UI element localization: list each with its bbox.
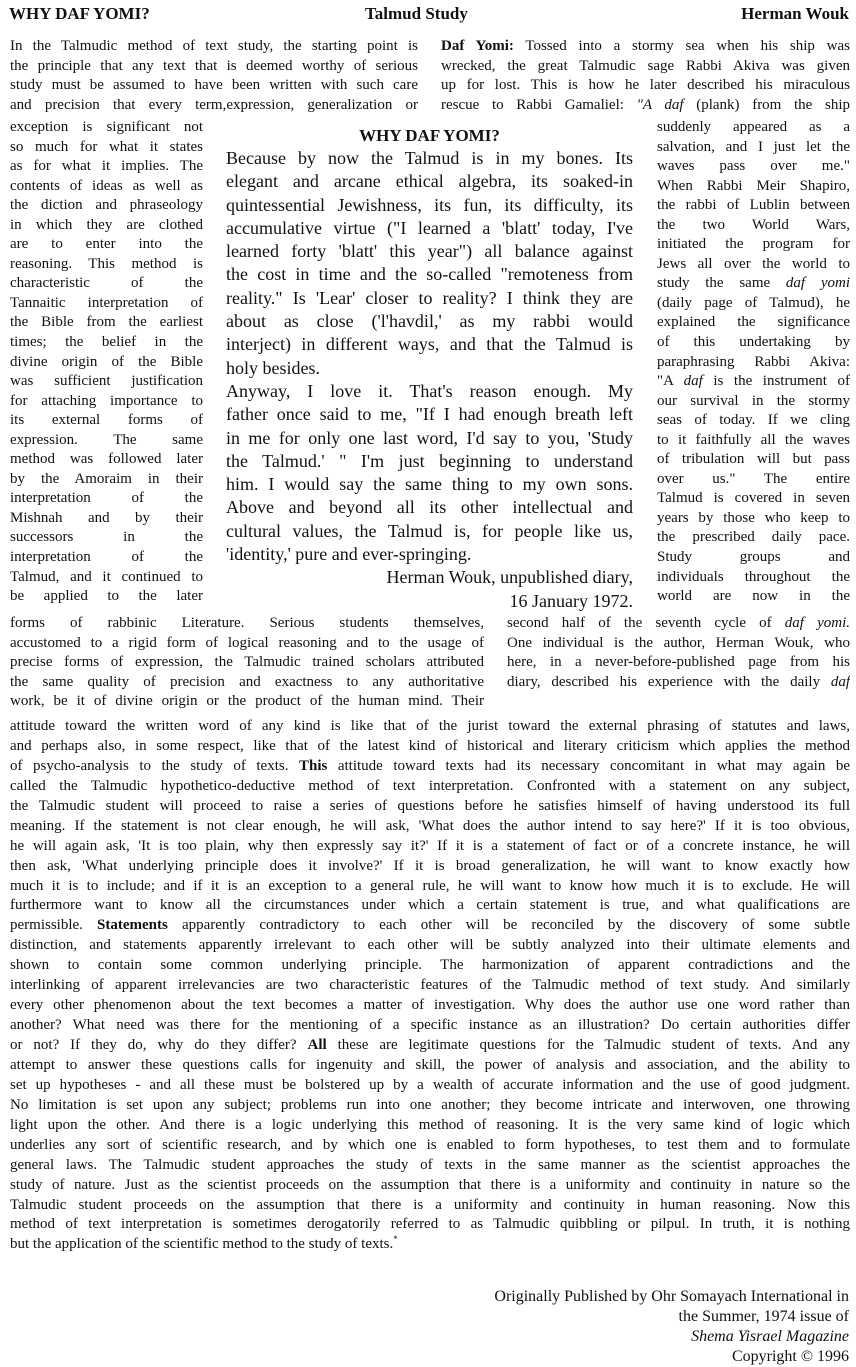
text-line: shown to contain some common underlying principle. The harmonization of apparent contradictions and the bbox=[10, 957, 850, 974]
text-line: Jews all over the world to bbox=[657, 255, 850, 272]
text-line: cultural values, the Talmud is, for people like us, bbox=[226, 520, 633, 541]
text-line: by the Amoraim in their bbox=[10, 470, 203, 487]
main-body-paragraph bbox=[10, 717, 850, 1255]
signature-line: Herman Wouk, unpublished diary, bbox=[386, 567, 633, 588]
diary-excerpt-box bbox=[226, 126, 633, 613]
text-line: Above and beyond all its other intellectual and bbox=[226, 497, 633, 518]
text-line: paraphrasing Rabbi Akiva: bbox=[657, 353, 850, 370]
text-line: (daily page of Talmud), he bbox=[657, 294, 850, 311]
text-line: forms of rabbinic Literature. Serious students themselves, bbox=[10, 615, 484, 631]
text-line: Mishnah and by their bbox=[10, 509, 203, 526]
text-line: study of nature. Just as the scientist proceeds on the assumption that there is a uniformity and continuity in nature so the bbox=[10, 1176, 850, 1193]
left-column-text bbox=[10, 118, 203, 607]
text-line: the Bible from the earliest bbox=[10, 314, 203, 331]
text-line: the principle that any text that is deemed worthy of serious bbox=[10, 57, 418, 74]
text-line: set up hypotheses - and all these must be bolstered up by a wealth of accurate information and the use of good judgment. bbox=[10, 1076, 850, 1093]
text-line: suddenly appeared as a bbox=[657, 119, 850, 135]
text-line: times; the belief in the bbox=[10, 334, 203, 351]
text-line: and precision that every term,expression, generalization or bbox=[10, 96, 418, 113]
text-line: furthermore want to know all the circumstances under which a certain statement is true, and what qualifications are bbox=[10, 897, 850, 914]
right-column-text bbox=[657, 118, 850, 607]
text-line: initiated the program for bbox=[657, 236, 850, 253]
text-line: here, in a never-before-published page from his bbox=[507, 654, 850, 671]
text-line: the two World Wars, bbox=[657, 216, 850, 233]
text-line: up for lost. This is how he later described his miraculous bbox=[441, 77, 850, 94]
text-line: work, be it of divine origin or the product of the human mind. Their bbox=[10, 693, 484, 710]
header-center-title: Talmud Study bbox=[365, 4, 468, 23]
text-line: but the application of the scientific method to the study of texts.* bbox=[10, 1235, 398, 1253]
text-line: about as close ('l'havdil,' as my rabbi would bbox=[226, 311, 633, 332]
text-line: be applied to the later bbox=[10, 588, 203, 605]
text-line: the same quality of precision and exactness to any authoritative bbox=[10, 673, 484, 690]
text-line: Tannaitic interpretation of bbox=[10, 294, 203, 311]
text-line: so much for what it states bbox=[10, 138, 203, 155]
text-line: individuals throughout the bbox=[657, 568, 850, 585]
text-line: interpretation of the bbox=[10, 549, 203, 566]
text-line: contents of ideas as well as bbox=[10, 177, 203, 194]
text-line: over us." The entire bbox=[657, 470, 850, 487]
text-line: was sufficient justification bbox=[10, 373, 203, 390]
text-line: quintessential Jewishness, its fun, its difficulty, its bbox=[226, 194, 633, 215]
copyright: Copyright © 1996 bbox=[731, 1348, 849, 1365]
text-line: accustomed to a rigid form of logical reasoning and to the usage of bbox=[10, 634, 484, 651]
text-line: Study groups and bbox=[657, 549, 850, 566]
publication-footer bbox=[494, 1287, 849, 1367]
text-line: the Talmudic student will proceed to raise a series of questions before he satisfies himself of having understood its full bbox=[10, 797, 850, 814]
text-line: Talmud is covered in seven bbox=[657, 490, 850, 507]
text-line: 'identity,' pure and ever-springing. bbox=[226, 544, 472, 565]
text-line: every other phenomenon about the text becomes a matter of investigation. Why does the author use one word rather than bbox=[10, 997, 850, 1014]
footer-line: Originally Published by Ohr Somayach International in bbox=[494, 1288, 849, 1305]
text-line: our survival in the stormy bbox=[657, 392, 850, 409]
text-line: of psycho-analysis to the study of texts. This attitude toward texts had its necessary concomitant in what may again be bbox=[10, 757, 850, 774]
text-line: Because by now the Talmud is in my bones. Its bbox=[226, 148, 633, 168]
text-line: When Rabbi Meir Shapiro, bbox=[657, 177, 850, 194]
diary-excerpt-body bbox=[226, 147, 633, 566]
text-line: Daf Yomi: Tossed into a stormy sea when his ship was bbox=[441, 38, 850, 54]
text-line: characteristic of the bbox=[10, 275, 203, 292]
text-line: or not? If they do, why do they differ? All these are legitimate questions for the Talmudic student of texts. And any bbox=[10, 1037, 850, 1053]
text-line: and perhaps also, in some respect, like that of the latest kind of historical and literary criticism which applies the method bbox=[10, 737, 850, 754]
text-line: second half of the seventh cycle of daf yomi. bbox=[507, 615, 850, 631]
text-line: another? What need was there for the mentioning of a specific instance as an illustration? Do certain authorities differ bbox=[10, 1017, 850, 1034]
text-line: interlinking of apparent irrelevancies are two characteristic features of the Talmudic method of text study. And similarly bbox=[10, 977, 850, 994]
text-line: Talmudic student proceeds on the assumption that there is a uniformity and continuity in human reasoning. Now this bbox=[10, 1196, 850, 1213]
text-line: study must be assumed to have been written with such care bbox=[10, 77, 418, 94]
text-line: of this undertaking by bbox=[657, 334, 850, 351]
text-line: exception is significant not bbox=[10, 119, 203, 135]
text-line: method was followed later bbox=[10, 451, 203, 468]
text-line: him. I would say the same thing to my own sons. bbox=[226, 474, 633, 495]
text-line: interpretation of the bbox=[10, 490, 203, 507]
diary-signature bbox=[226, 566, 633, 613]
text-line: the prescribed daily pace. bbox=[657, 529, 850, 546]
daf-yomi-label: Daf Yomi: bbox=[441, 38, 514, 54]
text-line: permissible. Statements apparently contradictory to each other will be reconciled by the discovery of some subtle bbox=[10, 917, 850, 934]
text-line: No limitation is set upon any subject; problems run into one another; they become intricate and interwoven, one throwing bbox=[10, 1096, 850, 1113]
text-line: the rabbi of Lublin between bbox=[657, 197, 850, 214]
text-line: the diction and phraseology bbox=[10, 197, 203, 214]
text-line: accumulative virtue ("I learned a 'blatt' today, I've bbox=[226, 217, 633, 238]
text-line: of tribulation will but pass bbox=[657, 451, 850, 468]
text-line: salvation, and I just let the bbox=[657, 138, 850, 155]
text-line: father once said to me, "If I had enough breath left bbox=[226, 404, 633, 425]
text-line: in me for only one last word, I'd say to you, 'Study bbox=[226, 427, 633, 448]
text-line: Talmud, and it continued to bbox=[10, 568, 203, 585]
text-line: in which they are clothed bbox=[10, 216, 203, 233]
text-line: expression. The same bbox=[10, 431, 203, 448]
text-line: general laws. The Talmudic student approaches the study of texts in the same manner as the scientist approaches the bbox=[10, 1156, 850, 1173]
text-line: reasoning. This method is bbox=[10, 255, 203, 272]
text-line: successors in the bbox=[10, 529, 203, 546]
text-line: holy besides. bbox=[226, 357, 320, 378]
footnote-marker: * bbox=[393, 1235, 398, 1245]
text-line: attitude toward the written word of any kind is like that of the jurist toward the external phrasing of statutes and laws, bbox=[10, 718, 850, 734]
text-line: study the same daf yomi bbox=[657, 275, 850, 292]
diary-excerpt-title: WHY DAF YOMI? bbox=[359, 126, 500, 145]
text-line: its external forms of bbox=[10, 412, 203, 429]
text-line: explained the significance bbox=[657, 314, 850, 331]
text-line: then ask, 'What underlying principle does it involve?' If it is broad generalization, he will want to know exactly how bbox=[10, 857, 850, 874]
text-line: In the Talmudic method of text study, the starting point is bbox=[10, 38, 418, 54]
text-line: the Talmud.' " I'm just beginning to understand bbox=[226, 450, 633, 471]
text-line: interject) in different ways, and that the Talmud is bbox=[226, 334, 633, 355]
text-line: diary, described his experience with the daily daf bbox=[507, 673, 850, 690]
footer-line: the Summer, 1974 issue of Shema Yisrael Magazine bbox=[678, 1308, 849, 1345]
text-line: for attaching importance to bbox=[10, 392, 203, 409]
text-line: light upon the other. And there is a logic underlying this method of reasoning. It is the very same kind of logic which bbox=[10, 1116, 850, 1133]
intro-left-paragraph bbox=[10, 37, 418, 115]
forms-right-paragraph bbox=[507, 614, 850, 692]
text-line: are to enter into the bbox=[10, 236, 203, 253]
text-line: waves pass over me." bbox=[657, 158, 850, 175]
text-line: precise forms of expression, the Talmudic trained scholars attributed bbox=[10, 654, 484, 671]
text-line: much it is to include; and if it is an exception to a general rule, he will want to know how much it is to exclude. He will bbox=[10, 877, 850, 894]
text-line: world are now in the bbox=[657, 588, 850, 605]
text-line: he will again ask, 'It is too plain, why then expressly say it?' If it is a statement of fact or of a concrete instance, he will bbox=[10, 837, 850, 854]
text-line: distinction, and statements apparently irrelevant to each other will be subtly analyzed into their ultimate elements and bbox=[10, 937, 850, 954]
text-line: Anyway, I love it. That's reason enough. My bbox=[226, 380, 633, 401]
text-line: method of text interpretation is sometimes derogatorily referred to as Talmudic quibbling or pilpul. In truth, it is nothing bbox=[10, 1216, 850, 1233]
text-line: as for what it implies. The bbox=[10, 158, 203, 175]
text-line: years by those who keep to bbox=[657, 509, 850, 526]
text-line: One individual is the author, Herman Wouk, who bbox=[507, 634, 850, 651]
text-line: attempt to answer these questions calls for ingenuity and skill, the power of analysis and association, and the ability to bbox=[10, 1056, 850, 1073]
text-line: learned forty 'blatt' this year") all balance against bbox=[226, 241, 633, 262]
text-line: called the Talmudic hypothetico-deductive method of text interpretation. Confronted with a statement on any subject, bbox=[10, 777, 850, 794]
text-line: rescue to Rabbi Gamaliel: "A daf (plank) from the ship bbox=[441, 96, 850, 113]
text-line: reality." Is 'Lear' closer to reality? I think they are bbox=[226, 287, 633, 308]
header-author: Herman Wouk bbox=[741, 4, 849, 23]
text-line: meaning. If the statement is not clear enough, he will ask, 'What does the author intend to say here?' If it is too obvious, bbox=[10, 817, 850, 834]
forms-left-paragraph bbox=[10, 614, 484, 712]
text-line: elegant and arcane ethical algebra, its soaked-in bbox=[226, 171, 633, 192]
daf-yomi-intro-paragraph bbox=[441, 37, 850, 115]
text-line: underlies any sort of scientific research, and by which one is enabled to form hypotheses, to test them and to formulate bbox=[10, 1136, 850, 1153]
magazine-title: Shema Yisrael Magazine bbox=[691, 1328, 849, 1345]
text-line: wrecked, the great Talmudic sage Rabbi Akiva was given bbox=[441, 57, 850, 74]
signature-date: 16 January 1972. bbox=[509, 590, 633, 611]
header-left-title: WHY DAF YOMI? bbox=[9, 4, 150, 23]
text-line: "A daf is the instrument of bbox=[657, 373, 850, 390]
text-line: to it faithfully all the waves bbox=[657, 431, 850, 448]
text-line: seas of today. If we cling bbox=[657, 412, 850, 429]
text-line: the cost in time and the so-called "remoteness from bbox=[226, 264, 633, 285]
text-line: divine origin of the Bible bbox=[10, 353, 203, 370]
